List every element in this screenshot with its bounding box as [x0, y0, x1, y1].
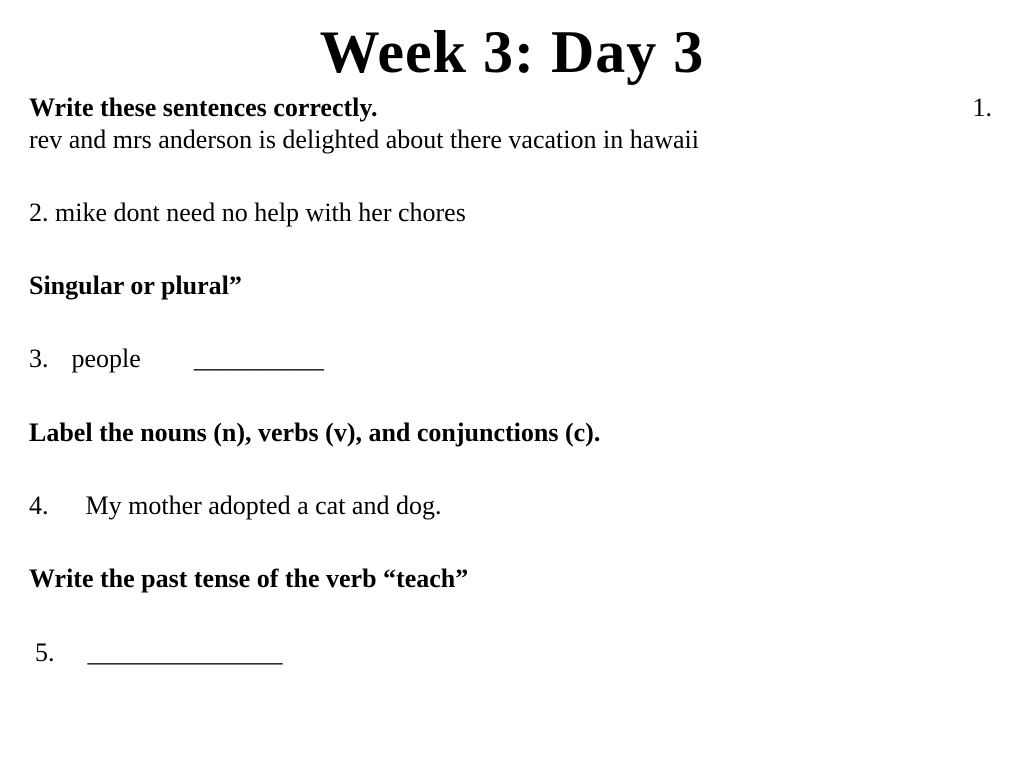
- item-number-1: 1.: [972, 93, 992, 122]
- item-4-number: 4.: [29, 491, 49, 520]
- item-3-row: [29, 343, 324, 375]
- section-heading-correct-sentences: Write these sentences correctly.: [29, 93, 378, 122]
- section-heading-past-tense: Write the past tense of the verb “teach”: [29, 564, 469, 593]
- item-5-row: [35, 637, 283, 669]
- item-4-sentence: My mother adopted a cat and dog.: [85, 491, 442, 520]
- sentence-1-text: rev and mrs anderson is delighted about there vacation in hawaii: [29, 125, 700, 154]
- item-3-number: 3.: [29, 344, 49, 373]
- section-heading-singular-plural: Singular or plural”: [29, 271, 242, 300]
- item-3-answer-blank: __________: [193, 344, 324, 373]
- item-5-answer-blank: _______________: [87, 638, 283, 667]
- item-4-row: [29, 490, 441, 522]
- page-title: Week 3: Day 3: [319, 19, 705, 85]
- item-3-word: people: [71, 344, 141, 373]
- item-5-number: 5.: [35, 638, 55, 667]
- section-heading-label-parts-of-speech: Label the nouns (n), verbs (v), and conjunctions (c).: [29, 418, 601, 447]
- sentence-2-text: 2. mike dont need no help with her chores: [29, 198, 466, 227]
